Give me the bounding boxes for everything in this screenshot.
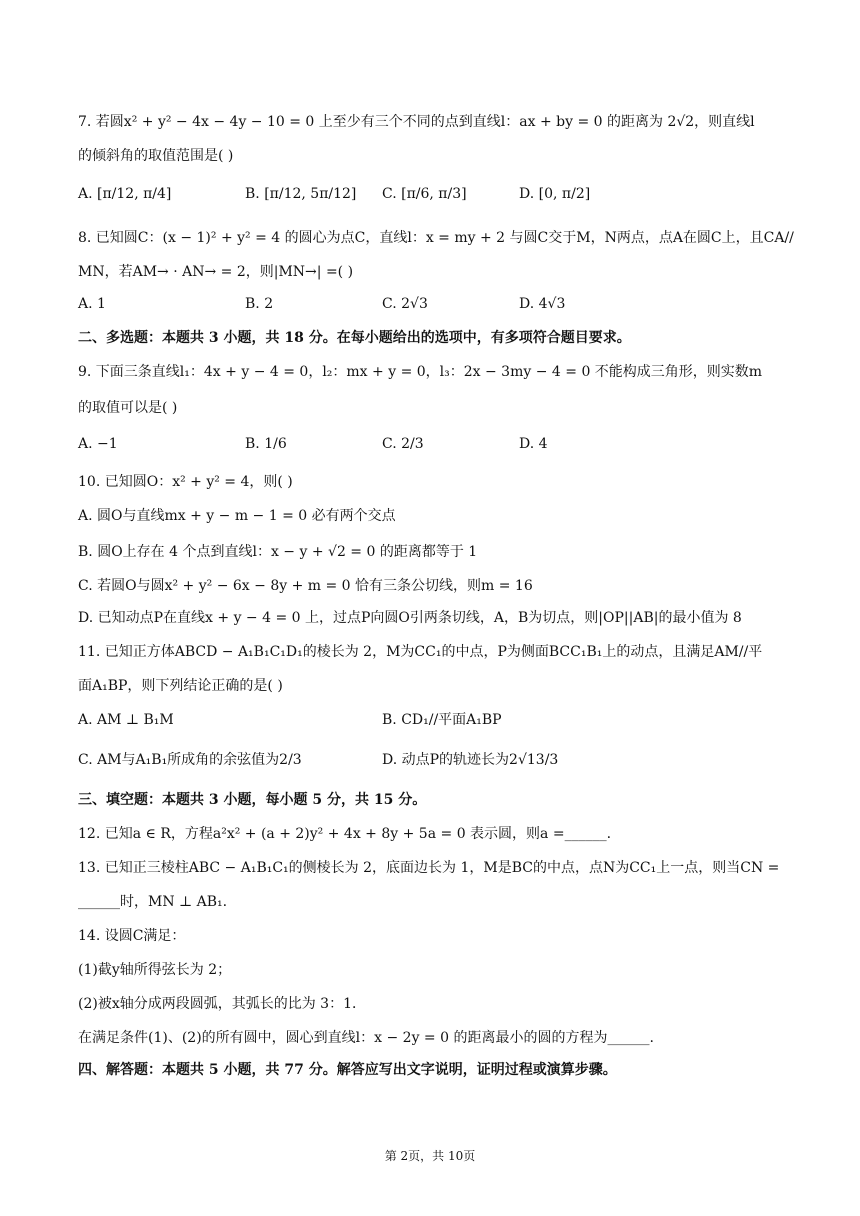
q9-line2: 的取值可以是( ) (78, 400, 178, 416)
q7-option-c: C. [π/6, π/3] (382, 186, 467, 202)
q7-option-a: A. [π/12, π/4] (78, 186, 172, 202)
q8-option-d: D. 4√3 (519, 296, 566, 312)
q8-option-a: A. 1 (78, 296, 106, 312)
q14-stem: 14. 设圆C满足： (78, 928, 186, 944)
q9-line1: 9. 下面三条直线l₁：4x + y − 4 = 0，l₂：mx + y = 0，l₃：2x − 3my − 4 = 0 不能构成三角形，则实数m (78, 364, 763, 380)
q8-line2: MN，若AM→ · AN→ = 2，则|MN→| =( ) (78, 264, 354, 280)
q7-line2: 的倾斜角的取值范围是( ) (78, 148, 234, 164)
q14-condition-2: (2)被x轴分成两段圆弧，其弧长的比为 3：1． (78, 996, 366, 1012)
section-multiple-choice-heading: 二、多选题：本题共 3 小题，共 18 分。在每小题给出的选项中，有多项符合题目要求。 (78, 330, 631, 346)
q14-condition-1: (1)截y轴所得弦长为 2； (78, 962, 232, 978)
q11-option-c: C. AM与A₁B₁所成角的余弦值为2/3 (78, 752, 302, 768)
q13-line1: 13. 已知正三棱柱ABC − A₁B₁C₁的侧棱长为 2，底面边长为 1，M是BC的中点，点N为CC₁上一点，则当CN = (78, 860, 780, 876)
q10-option-b: B. 圆O上存在 4 个点到直线l：x − y + √2 = 0 的距离都等于 1 (78, 544, 478, 560)
q9-option-a: A. −1 (78, 436, 118, 452)
page-footer: 第 2页，共 10页 (384, 1149, 476, 1163)
q11-option-a: A. AM ⊥ B₁M (78, 712, 174, 728)
q8-line1: 8. 已知圆C：(x − 1)² + y² = 4 的圆心为点C，直线l：x = my + 2 与圆C交于M，N两点，点A在圆C上，且CA// (78, 230, 794, 246)
q7-line1: 7. 若圆x² + y² − 4x − 4y − 10 = 0 上至少有三个不同的点到直线l：ax + by = 0 的距离为 2√2，则直线l (78, 114, 755, 130)
q10-option-c: C. 若圆O与圆x² + y² − 6x − 8y + m = 0 恰有三条公切线，则m = 16 (78, 578, 533, 594)
q11-line2: 面A₁BP，则下列结论正确的是( ) (78, 678, 283, 694)
q12-line: 12. 已知a ∈ R，方程a²x² + (a + 2)y² + 4x + 8y + 5a = 0 表示圆，则a =______. (78, 826, 612, 842)
q7-option-b: B. [π/12, 5π/12] (245, 186, 357, 202)
q11-option-d: D. 动点P的轨迹长为2√13/3 (382, 752, 559, 768)
q8-option-c: C. 2√3 (382, 296, 428, 312)
q11-line1: 11. 已知正方体ABCD − A₁B₁C₁D₁的棱长为 2，M为CC₁的中点，P为侧面BCC₁B₁上的动点，且满足AM//平 (78, 644, 763, 660)
q9-option-d: D. 4 (519, 436, 548, 452)
q10-option-a: A. 圆O与直线mx + y − m − 1 = 0 必有两个交点 (78, 508, 396, 524)
q9-option-b: B. 1/6 (245, 436, 287, 452)
q13-line2: ______时，MN ⊥ AB₁. (78, 894, 228, 910)
section-fill-blank-heading: 三、填空题：本题共 3 小题，每小题 5 分，共 15 分。 (78, 792, 427, 808)
q11-option-b: B. CD₁//平面A₁BP (382, 712, 502, 728)
section-answer-heading: 四、解答题：本题共 5 小题，共 77 分。解答应写出文字说明，证明过程或演算步骤。 (78, 1062, 617, 1078)
q8-option-b: B. 2 (245, 296, 274, 312)
q9-option-c: C. 2/3 (382, 436, 424, 452)
q10-option-d: D. 已知动点P在直线x + y − 4 = 0 上，过点P向圆O引两条切线，A，B为切点，则|OP||AB|的最小值为 8 (78, 610, 742, 626)
q10-stem: 10. 已知圆O：x² + y² = 4，则( ) (78, 474, 293, 490)
q7-option-d: D. [0, π/2] (519, 186, 591, 202)
q14-question: 在满足条件(1)、(2)的所有圆中，圆心到直线l：x − 2y = 0 的距离最小的圆的方程为______. (78, 1030, 654, 1046)
